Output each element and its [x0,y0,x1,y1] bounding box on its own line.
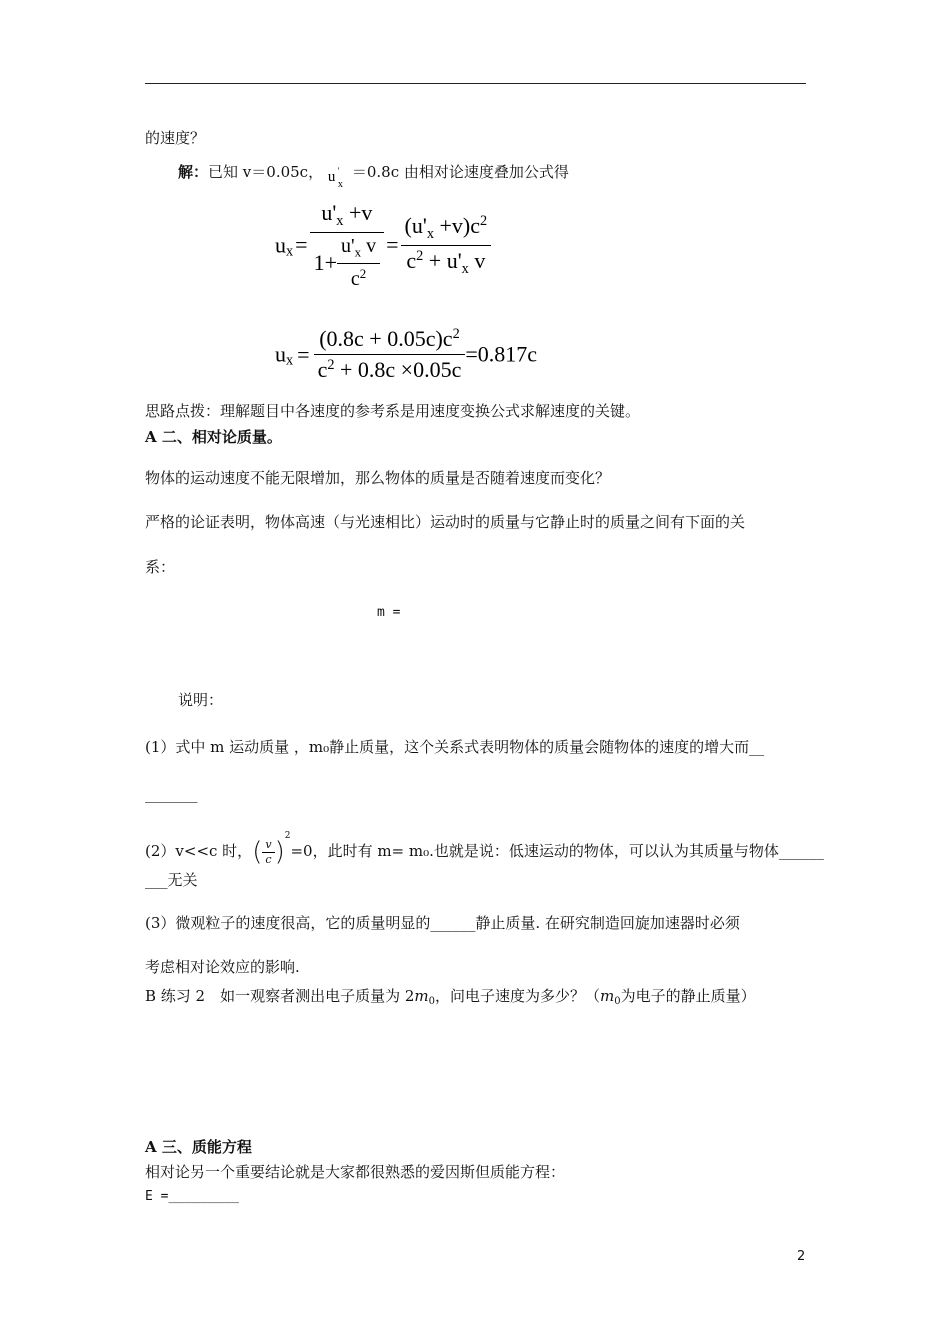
exercise-2: B 练习 2 如一观察者测出电子质量为 $2m_0$，问电子速度为多少？（$m_0$为电子的静止质量） [145,987,756,1007]
note-3-line-1: (3）微观粒子的速度很高，它的质量明显的______静止质量. 在研究制造回旋加速器时必须 [145,914,740,932]
velocity-addition-formula: $u_x=$ $u'_x +v$ 1+ $\frac{u'_x v}{c^2}$ = $\frac{(u'_x +v)c^2}{c^2 + u'_x v}$ [275,200,491,291]
solution-given-line: 解：已知 v＝0.05c， u ' x ＝0.8c 由相对论速度叠加公式得 [178,163,569,190]
page-number: 2 [797,1249,806,1264]
result-value: =0.817c [465,341,538,367]
note-3-line-2: 考虑相对论效应的影响. [145,958,300,976]
paragraph-question: 物体的运动速度不能无限增加，那么物体的质量是否随着速度而变化？ [145,469,611,487]
v-over-c-fraction: $\frac{v}{c}$ [262,839,274,866]
note-1-blank: _______ [145,785,198,803]
note-2-line-1: (2）v<<c 时，( $\frac{v}{c}$ )$^2$=0，此时有 m= m₀.也就是说：低速运动的物体，可以认为其质量与物体______ [145,831,824,867]
solution-label: 解 [178,163,194,181]
hint-line: 思路点拨：理解题目中各速度的参考系是用速度变换公式求解速度的关键。 [145,402,641,420]
mass-formula: m = [377,605,401,620]
paragraph-line-1: 严格的论证表明，物体高速（与光速相比）运动时的质量与它静止时的质量之间有下面的关 [145,513,746,531]
note-2-line-2: ___无关 [145,871,198,889]
given-values-prefix: 已知 v＝0.05c， [208,163,324,181]
note-1-line-1: (1）式中 m 运动质量 ，m₀静止质量，这个关系式表明物体的质量会随物体的速度的增大而__ [145,738,765,756]
numerical-substitution: $u_x$ = $\frac{(0.8c + 0.05c)c^2}{c^2 + 0.8c \times 0.05c}$ =0.817c [275,326,538,382]
section-3-paragraph: 相对论另一个重要结论就是大家都很熟悉的爱因斯但质能方程： [145,1163,566,1181]
question-continuation: 的速度？ [145,129,206,147]
given-values-suffix: ＝0.8c 由相对论速度叠加公式得 [351,163,569,181]
notes-label: 说明： [178,691,224,709]
energy-formula-blank: E =_________ [145,1189,239,1204]
fraction-3: $\frac{(0.8c + 0.05c)c^2}{c^2 + 0.8c \times 0.05c}$ [314,326,466,383]
header-rule [145,83,806,84]
fraction-1: $u'_x +v$ 1+ $\frac{u'_x v}{c^2}$ [310,200,385,291]
paragraph-line-2: 系： [145,558,176,576]
section-2-heading: A 二、相对论质量。 [145,428,282,446]
fraction-2: $\frac{(u'_x +v)c^2}{c^2 + u'_x v}$ [401,213,492,278]
section-3-heading: A 三、质能方程 [145,1138,252,1156]
